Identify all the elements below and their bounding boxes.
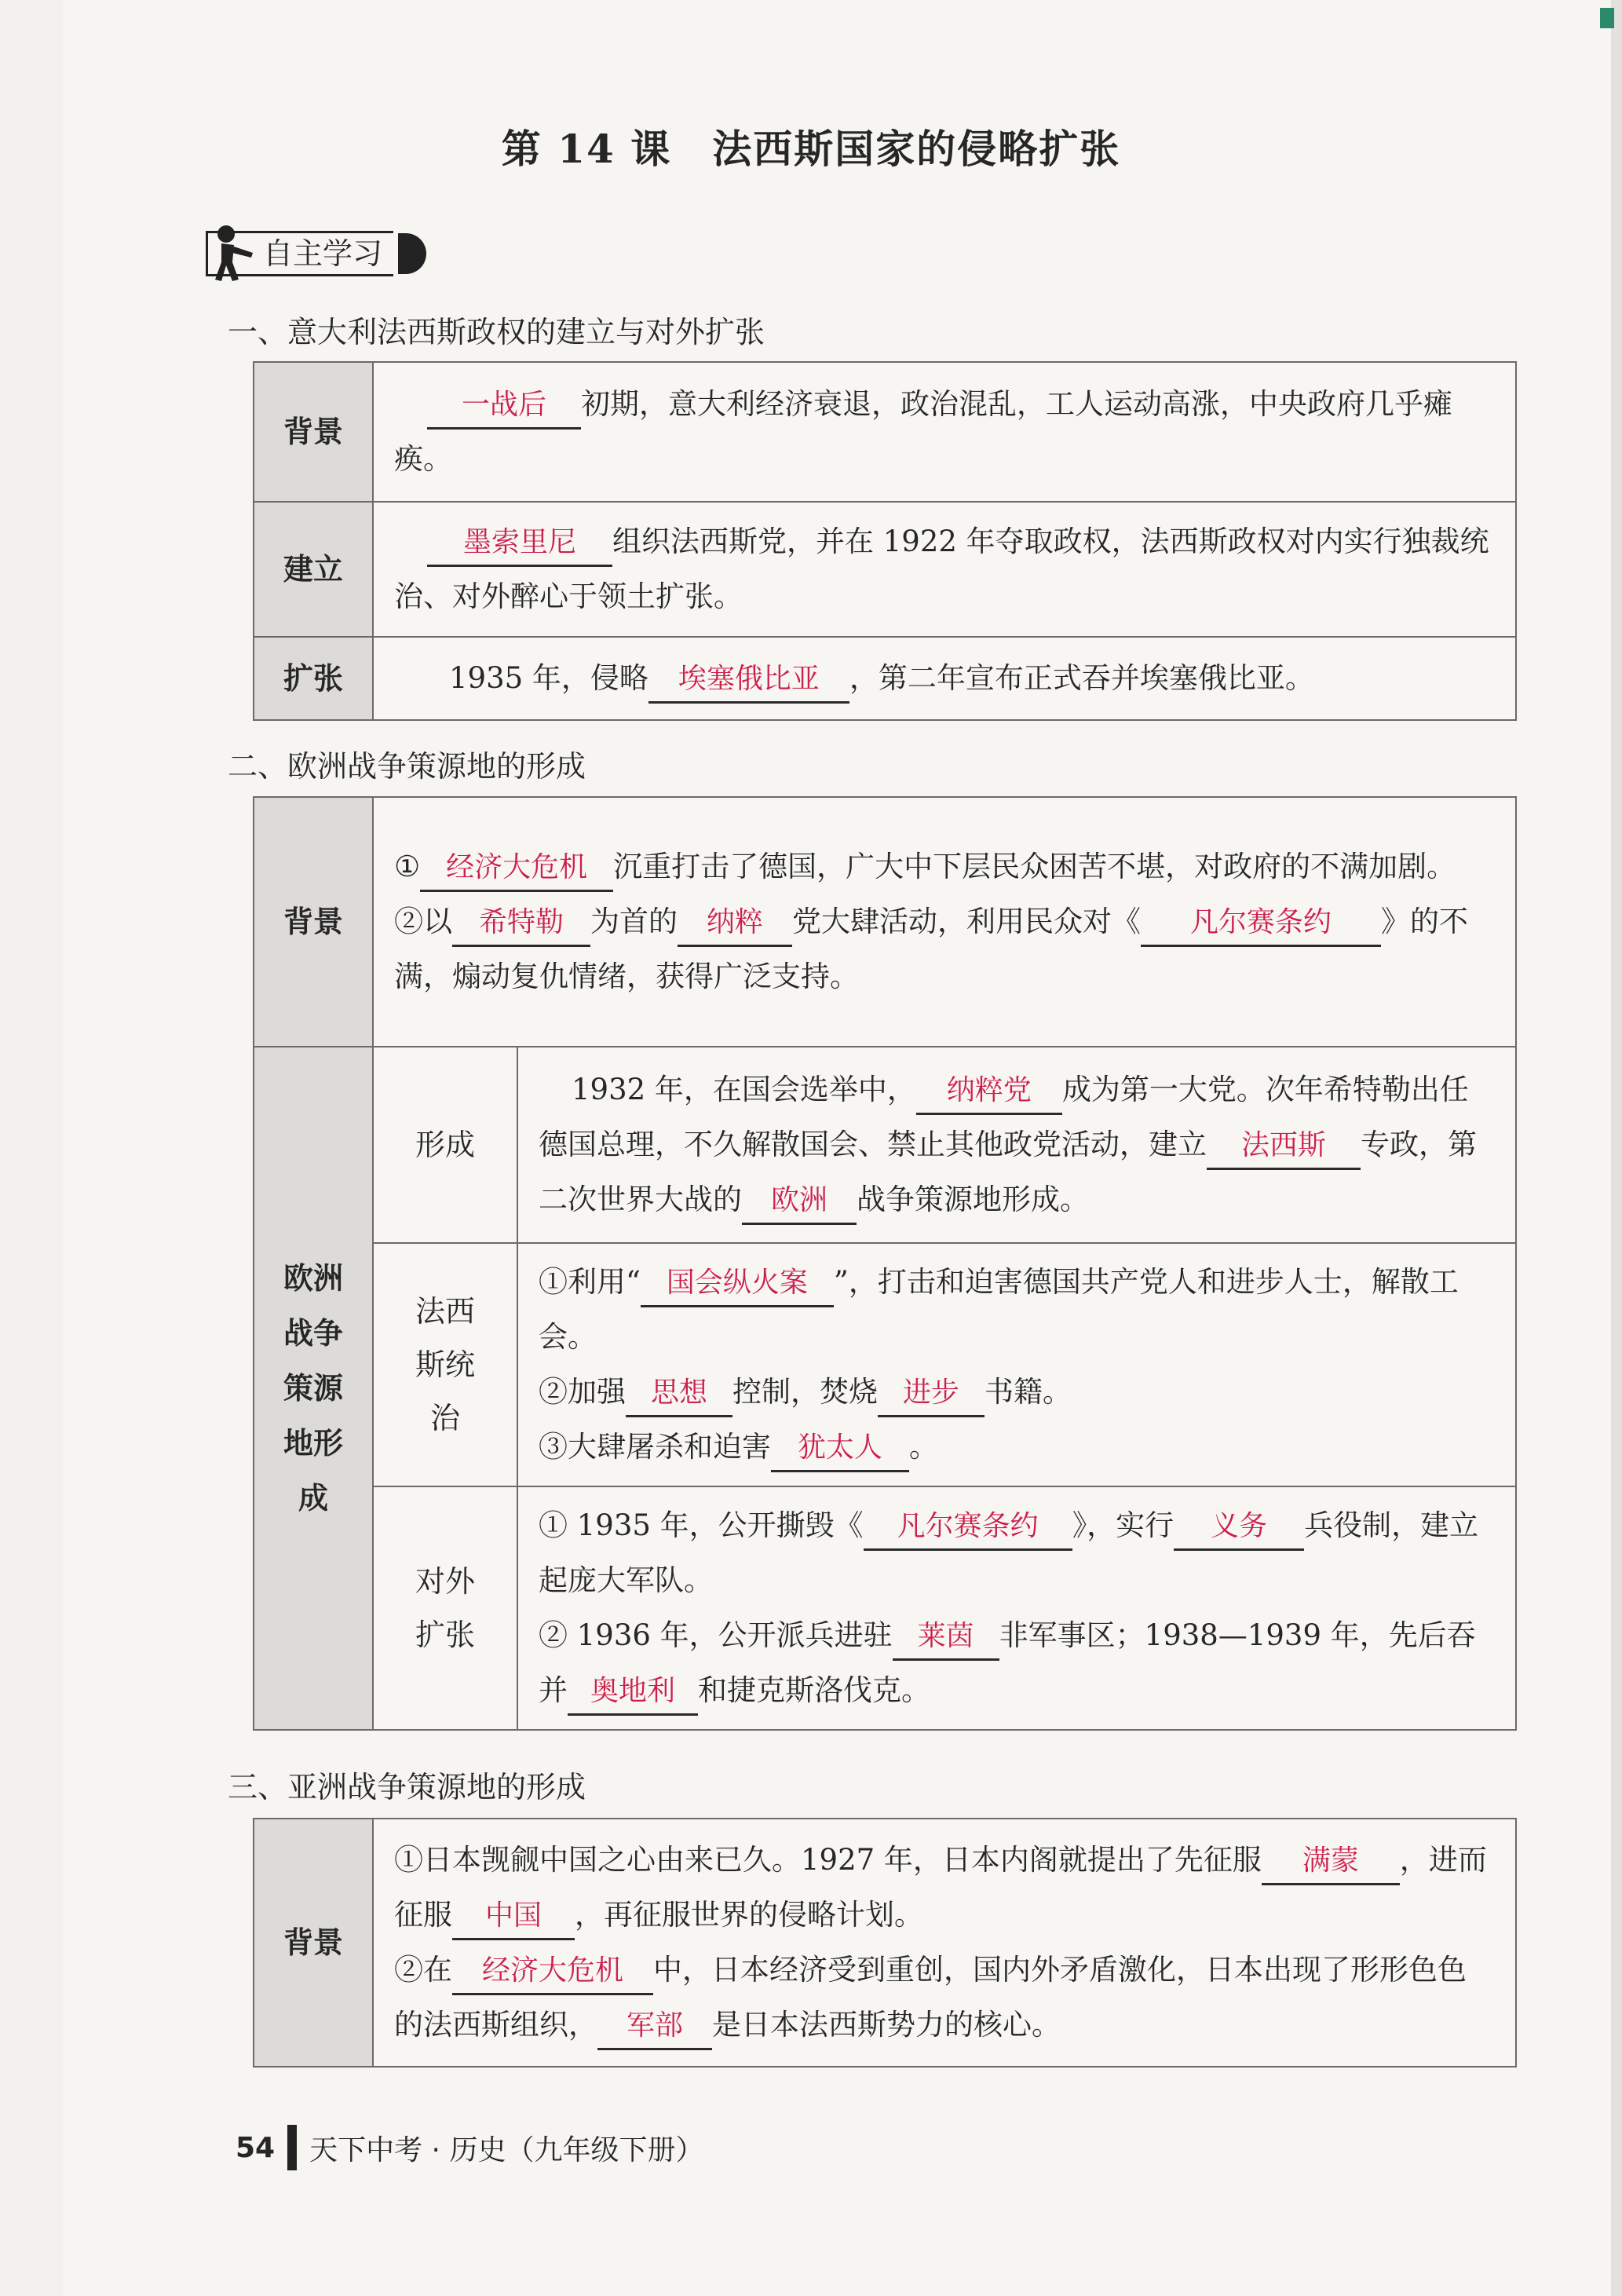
- answer-blank: 经济大危机: [420, 846, 613, 892]
- table-row: [254, 362, 1516, 502]
- sublabel-fascist-rule: 法西斯统治: [373, 1243, 517, 1486]
- answer-blank: 一战后: [427, 383, 581, 430]
- rule-item-2: ②加强 思想 控制，焚烧 进步 书籍。: [539, 1365, 1492, 1420]
- background-item-1: ① 经济大危机 沉重打击了德国，广大中下层民众困苦不堪，对政府的不满加剧。: [394, 839, 1492, 894]
- section1-heading: 一、意大利法西斯政权的建立与对外扩张: [228, 315, 765, 349]
- page-edge: [1611, 0, 1622, 2296]
- sublabel-formation: 形成: [373, 1047, 517, 1243]
- table-row: [254, 1819, 1516, 2067]
- table-row: [254, 797, 1516, 1047]
- answer-blank: 埃塞俄比亚: [648, 657, 849, 704]
- row-content: [373, 362, 1516, 502]
- asia-item-2: ②在 经济大危机 中，日本经济受到重创，国内外矛盾激化，日本出现了形形色色的法西斯组织， 军部 是日本法西斯势力的核心。: [394, 1943, 1492, 2053]
- answer-blank: 凡尔赛条约: [1141, 901, 1381, 947]
- answer-blank: 纳粹党: [916, 1069, 1062, 1115]
- section3-table: [253, 1818, 1517, 2067]
- answer-blank: 法西斯: [1207, 1124, 1361, 1170]
- section-tag-label: 自主学习: [206, 231, 393, 276]
- lesson-title: 第 14 课 法西斯国家的侵略扩张: [501, 126, 1121, 172]
- book-title: 天下中考 · 历史（九年级下册）: [309, 2133, 704, 2166]
- answer-blank: 经济大危机: [452, 1949, 653, 1995]
- answer-blank: 凡尔赛条约: [864, 1504, 1072, 1551]
- answer-blank: 犹太人: [771, 1426, 909, 1472]
- answer-blank: 满蒙: [1262, 1839, 1400, 1885]
- section2-heading: 二、欧洲战争策源地的形成: [228, 749, 586, 784]
- row-label-background: 背景: [254, 362, 373, 502]
- asia-background-content: [373, 1819, 1516, 2067]
- table-row: [254, 637, 1516, 720]
- expansion-item-2: ② 1936 年，公开派兵进驻 莱茵 非军事区；1938—1939 年，先后吞并 奥地利 和捷克斯洛伐克。: [539, 1608, 1492, 1718]
- expansion-item-1: ① 1935 年，公开撕毁《 凡尔赛条约 》，实行 义务 兵役制，建立起庞大军队。: [539, 1498, 1492, 1608]
- answer-blank: 墨索里尼: [427, 521, 612, 567]
- expansion-content: [517, 1486, 1516, 1730]
- answer-blank: 希特勒: [452, 901, 590, 947]
- table-row: [254, 502, 1516, 637]
- page-number: 54: [236, 2131, 276, 2164]
- answer-blank: 思想: [626, 1371, 732, 1417]
- row-label-expansion: 扩张: [254, 637, 373, 720]
- formation-content: 1932 年，在国会选举中， 纳粹党 成为第一大党。次年希特勒出任德国总理，不久解散国会、禁止其他政党活动，建立 法西斯 专政，第二次世界大战的 欧洲 战争策源地形成。: [517, 1047, 1516, 1243]
- row-text: 组织法西斯党，并在 1922 年夺取政权，法西斯政权对内实行独裁统治、对外醉心于领土扩张。: [394, 525, 1489, 613]
- sublabel-expansion: 对外扩张: [373, 1486, 517, 1730]
- answer-blank: 义务: [1174, 1504, 1304, 1551]
- row-label-background: 背景: [254, 1819, 373, 2067]
- answer-blank: 奥地利: [568, 1669, 698, 1716]
- answer-blank: 中国: [452, 1894, 575, 1940]
- row-content: [373, 637, 1516, 720]
- rule-item-1: ①利用“ 国会纵火案 ”，打击和迫害德国共产党人和进步人士，解散工会。: [539, 1255, 1492, 1365]
- row-label-europe-source: 欧洲战争策源地形成: [254, 1047, 373, 1730]
- page-footer: [236, 2120, 703, 2175]
- answer-blank: 纳粹: [678, 901, 792, 947]
- section2-table: [253, 796, 1517, 1731]
- student-figure-icon: [206, 221, 269, 284]
- answer-blank: 进步: [878, 1371, 985, 1417]
- answer-blank: 莱茵: [893, 1614, 999, 1661]
- row-content: [373, 502, 1516, 637]
- section1-table: [253, 361, 1517, 721]
- answer-blank: 欧洲: [742, 1179, 857, 1225]
- asia-item-1: ①日本觊觎中国之心由来已久。1927 年，日本内阁就提出了先征服 满蒙 ，进而征服 中国 ，再征服世界的侵略计划。: [394, 1833, 1492, 1943]
- footer-bar: [287, 2125, 297, 2170]
- background-item-2: ②以 希特勒 为首的 纳粹 党大肆活动，利用民众对《 凡尔赛条约 》的不满，煽动复仇情绪，获得广泛支持。: [394, 894, 1492, 1004]
- rule-item-3: ③大肆屠杀和迫害 犹太人 。: [539, 1420, 1492, 1475]
- row-label-establish: 建立: [254, 502, 373, 637]
- fascist-rule-content: [517, 1243, 1516, 1486]
- table-row: [254, 1047, 1516, 1243]
- answer-blank: 国会纵火案: [641, 1261, 834, 1307]
- answer-blank: 军部: [597, 2004, 712, 2050]
- row-text: ，第二年宣布正式吞并埃塞俄比亚。: [849, 661, 1314, 695]
- row-text: 初期，意大利经济衰退，政治混乱，工人运动高涨，中央政府几乎瘫痪。: [394, 387, 1452, 476]
- row-content: [373, 797, 1516, 1047]
- row-text: 1935 年，侵略: [449, 661, 648, 695]
- corner-mark: [1600, 8, 1614, 28]
- table-row: [254, 1486, 1516, 1730]
- row-label-background: 背景: [254, 797, 373, 1047]
- section-tag-cap: [398, 233, 426, 274]
- table-row: [254, 1243, 1516, 1486]
- section3-heading: 三、亚洲战争策源地的形成: [228, 1770, 586, 1804]
